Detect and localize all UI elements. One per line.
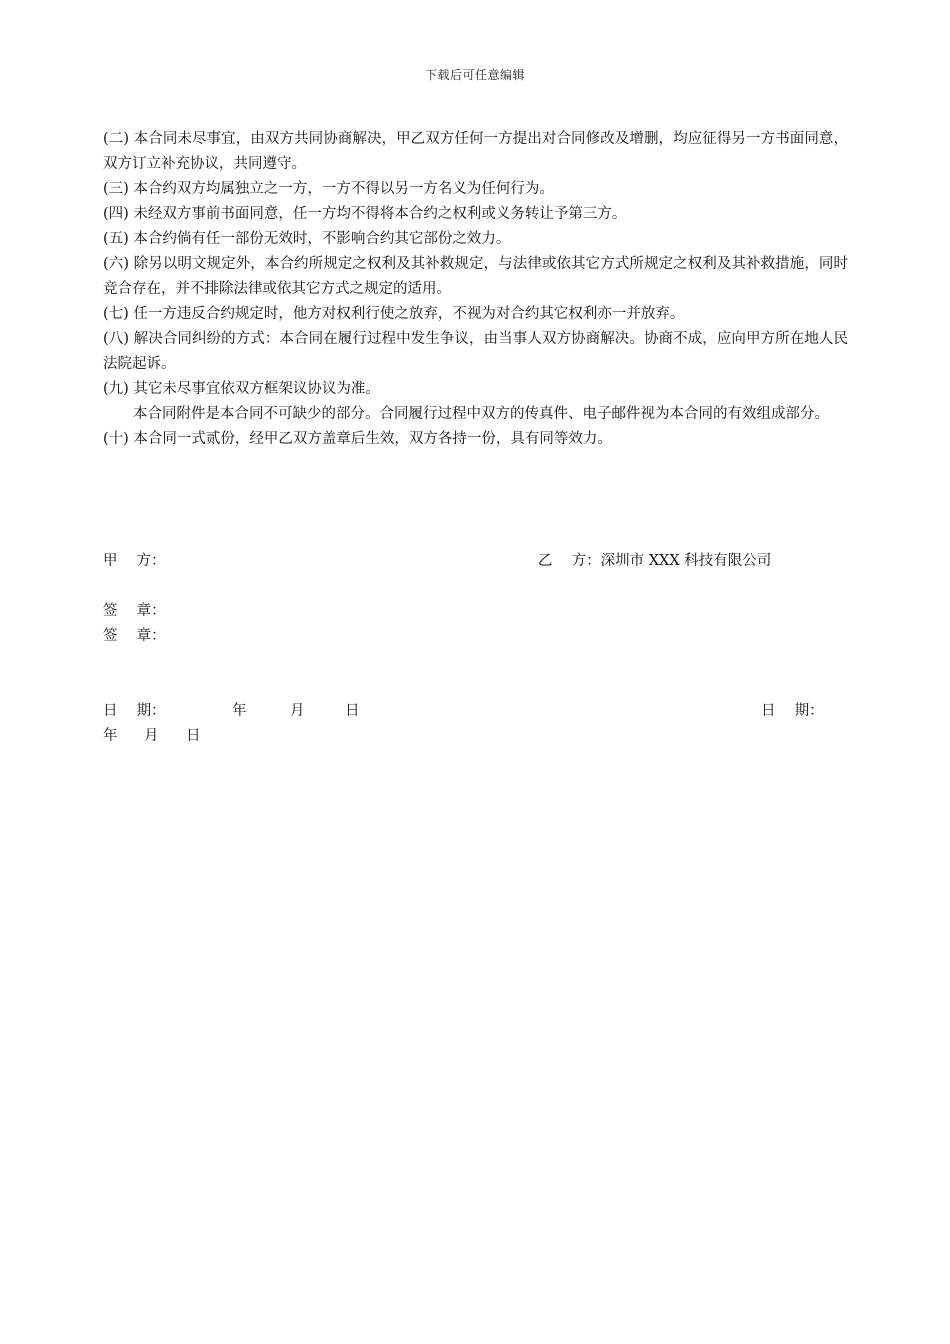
clause-3: (三) 本合约双方均属独立之一方，一方不得以另一方名义为任何行为。: [103, 181, 554, 197]
party-a-label: 甲 方：: [103, 553, 166, 569]
clause-9: (九) 其它未尽事宜依双方框架议协议为准。: [103, 381, 380, 397]
seal-label-2: 签 章：: [103, 628, 166, 644]
date-b-year: 年: [103, 728, 118, 744]
annex-note: 本合同附件是本合同不可缺少的部分。合同履行过程中双方的传真件、电子邮件视为本合同的有效组成部分。: [133, 406, 829, 422]
party-b-name: 深圳市 XXX 科技有限公司: [600, 553, 772, 569]
date-b-label: 日 期：: [761, 703, 824, 719]
date-a-month: 月: [290, 703, 305, 719]
date-a-label: 日 期：: [103, 703, 166, 719]
clause-10: (十) 本合同一式贰份，经甲乙双方盖章后生效，双方各持一份，具有同等效力。: [103, 431, 612, 447]
seal-label-1: 签 章：: [103, 603, 166, 619]
party-b-block: [538, 549, 771, 574]
date-b-month: 月: [144, 728, 159, 744]
clause-4: (四) 未经双方事前书面同意，任一方均不得将本合约之权利或义务转让予第三方。: [103, 206, 627, 222]
clause-6: (六) 除另以明文规定外，本合约所规定之权利及其补救规定，与法律或依其它方式所规定之权利及其补救措施，同时竞合存在，并不排除法律或依其它方式之规定的适用。: [103, 256, 848, 297]
party-b-label: 乙 方：: [538, 553, 601, 569]
clause-7: (七) 任一方违反合约规定时，他方对权利行使之放弃，不视为对合约其它权利亦一并放弃。: [103, 306, 685, 322]
date-a-day: 日: [345, 703, 360, 719]
page-header: 下载后可任意编辑: [424, 68, 525, 82]
date-a-year: 年: [232, 703, 247, 719]
date-b-day: 日: [186, 728, 201, 744]
clause-2: (二) 本合同未尽事宜，由双方共同协商解决，甲乙双方任何一方提出对合同修改及增删，均应征得另一方书面同意，双方订立补充协议，共同遵守。: [103, 131, 848, 172]
contract-clauses: [103, 127, 848, 452]
clause-5: (五) 本合约倘有任一部份无效时，不影响合约其它部份之效力。: [103, 231, 511, 247]
clause-8: (八) 解决合同纠纷的方式：本合同在履行过程中发生争议，由当事人双方协商解决。协商不成，应向甲方所在地人民法院起诉。: [103, 331, 848, 372]
